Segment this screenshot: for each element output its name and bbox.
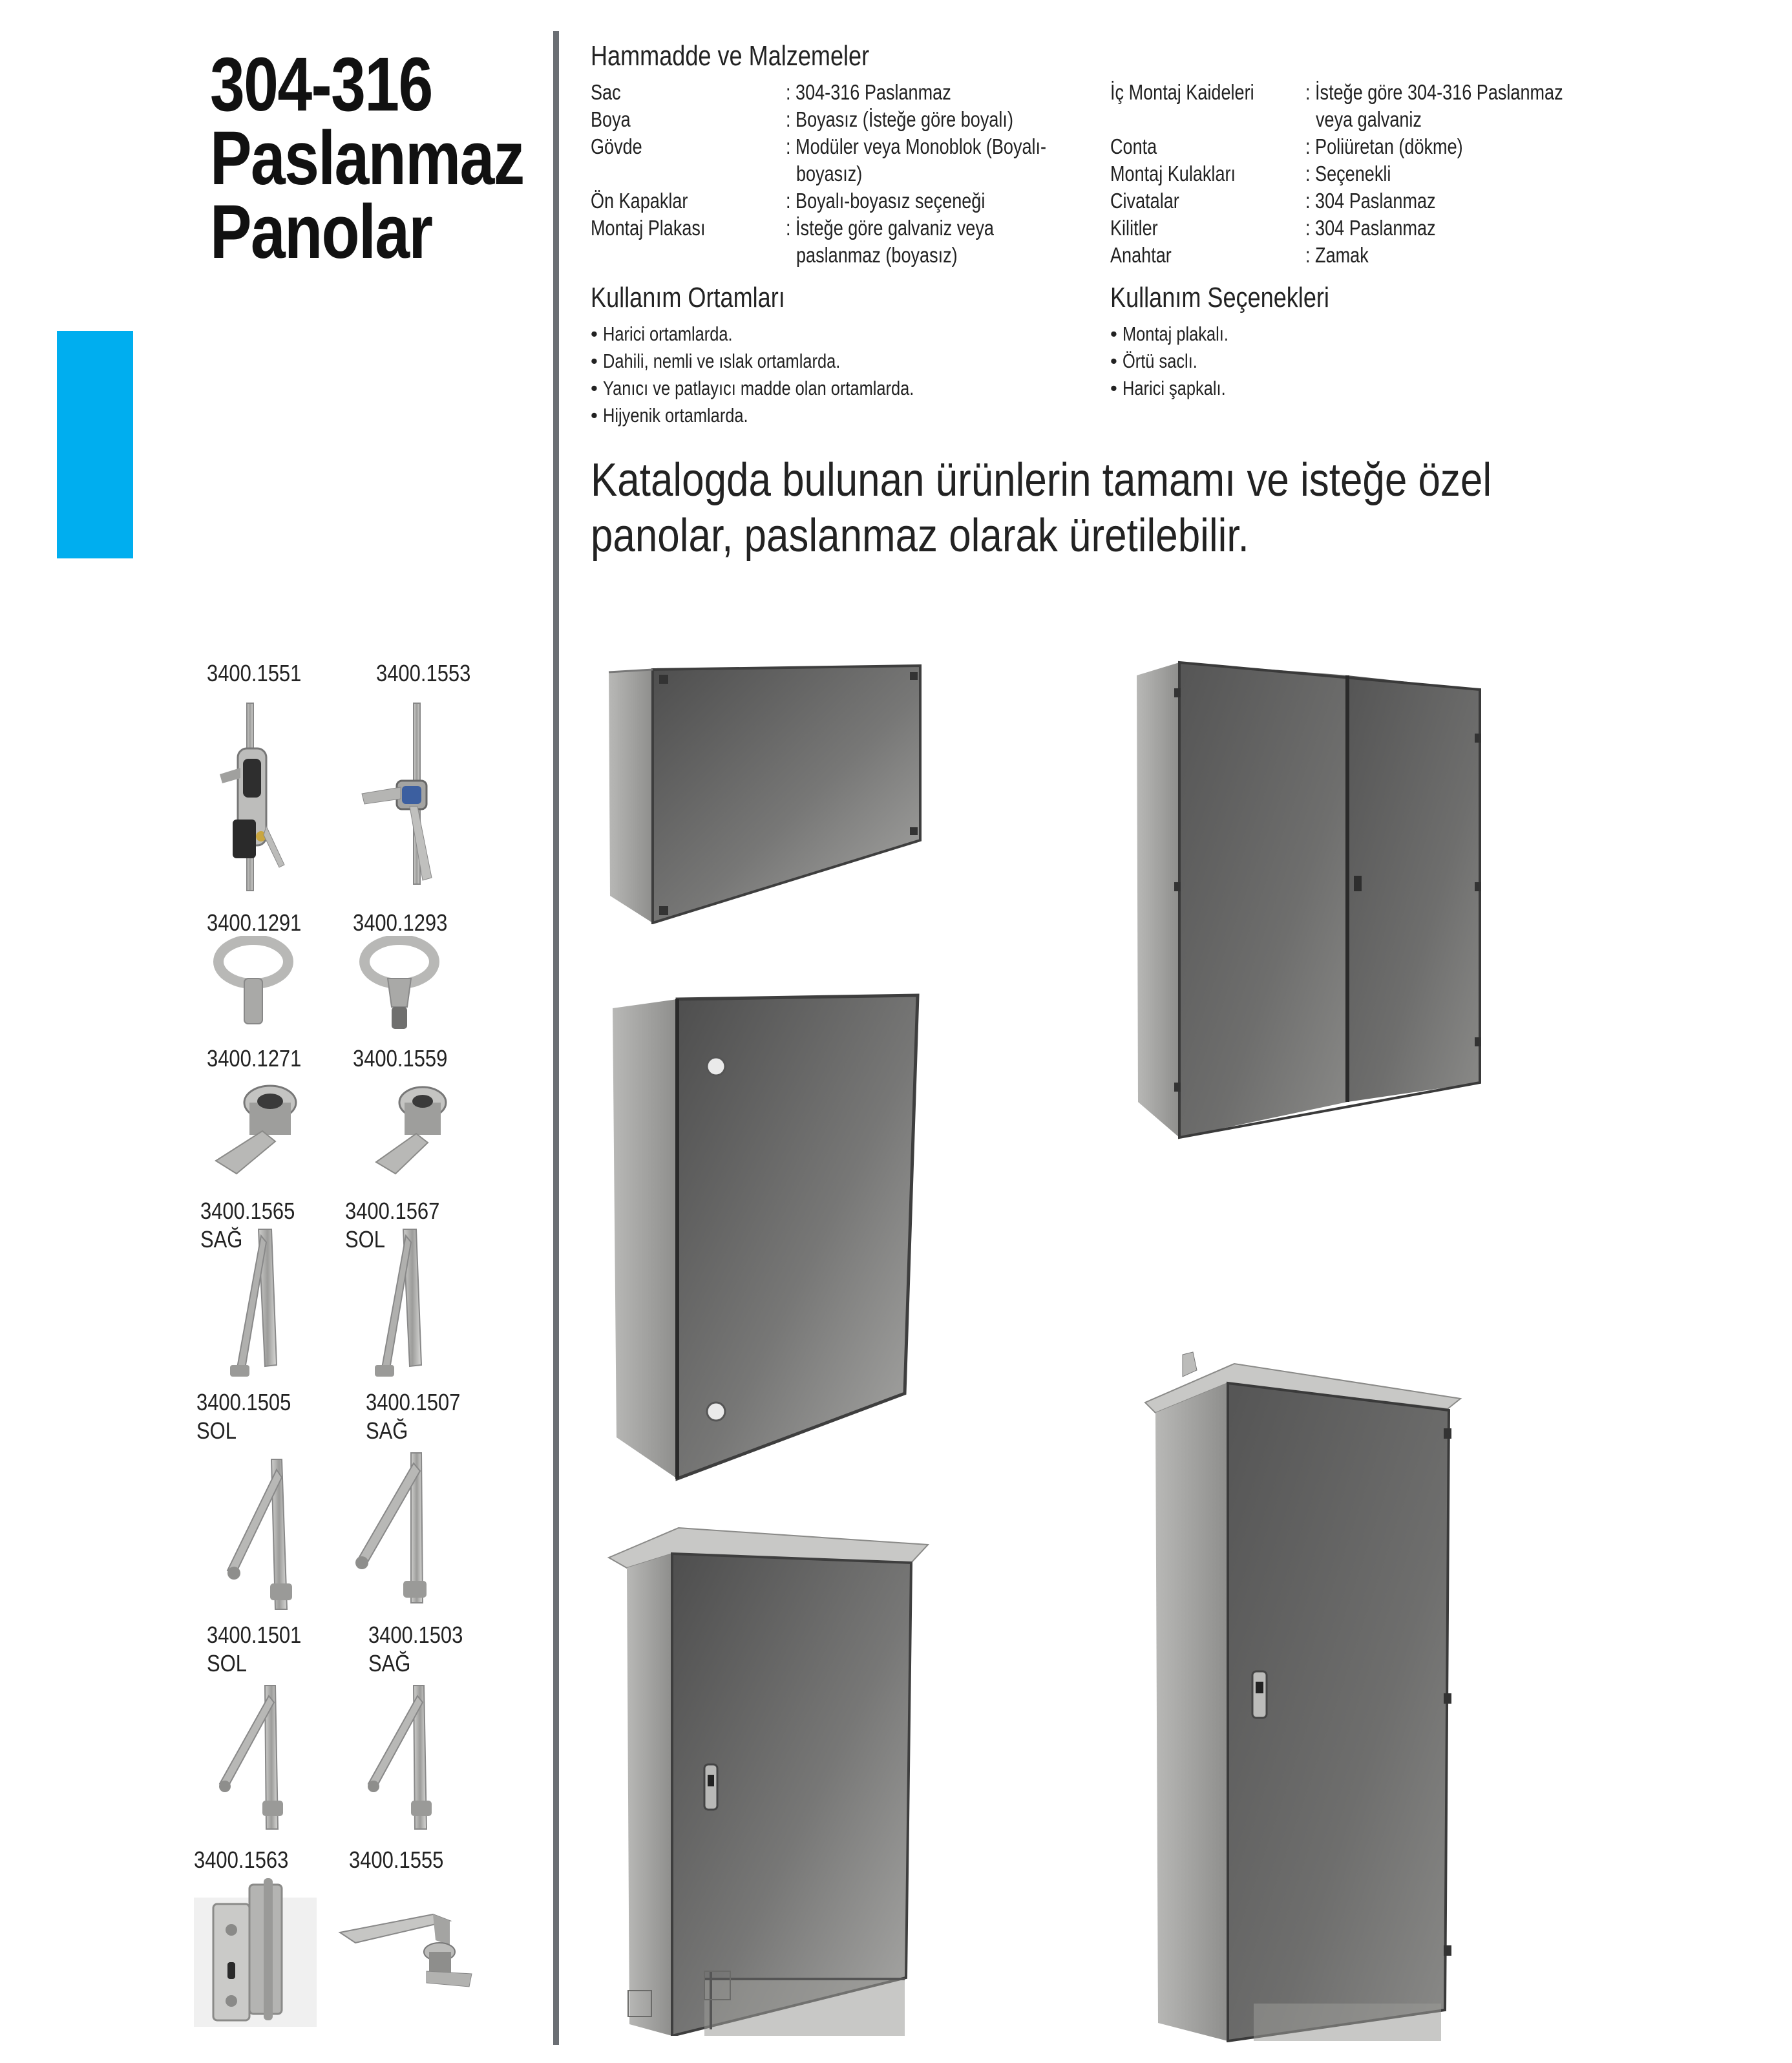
part-label: 3400.1567 SOL — [345, 1198, 440, 1253]
spec-value: : 304 Paslanmaz — [1305, 189, 1436, 213]
spec-label: Kilitler — [1110, 216, 1158, 240]
outdoor-cabinet-with-roof-image — [607, 1525, 931, 2036]
lever-handle-lock-icon — [355, 697, 459, 891]
usage-opts-list — [1110, 321, 1252, 402]
part-label: 3400.1565 SAĞ — [200, 1198, 295, 1253]
spec-label: Ön Kapaklar — [591, 189, 688, 213]
page-title — [210, 42, 593, 275]
part-label: 3400.1563 — [194, 1846, 289, 1873]
spec-label: Boya — [591, 107, 631, 131]
spec-value: : Seçenekli — [1305, 162, 1391, 185]
statement-line-2: panolar, paslanmaz olarak üretilebilir. — [591, 510, 1249, 562]
bullet-icon: • — [591, 323, 598, 345]
spec-label: Montaj Plakası — [591, 216, 706, 240]
floor-standing-cabinet-image — [1144, 1351, 1467, 2042]
bullet-icon: • — [591, 404, 598, 427]
part-label: 3400.1505 SOL — [196, 1389, 291, 1444]
spec-value: : 304 Paslanmaz — [1305, 216, 1436, 240]
part-label: 3400.1271 — [207, 1045, 302, 1072]
list-item: Dahili, nemli ve ıslak ortamlarda. — [603, 350, 841, 372]
bullet-icon: • — [1110, 377, 1117, 399]
key-icon — [359, 936, 443, 1033]
list-item: Harici ortamlarda. — [603, 323, 733, 345]
spec-value-cont: boyasız) — [796, 162, 863, 185]
statement-text — [591, 452, 1638, 564]
door-stay-arm-icon — [220, 1454, 304, 1616]
spec-value: : İsteğe göre galvaniz veya — [786, 216, 994, 240]
bullet-icon: • — [1110, 350, 1117, 372]
usage-opts-heading: Kullanım Seçenekleri — [1110, 282, 1329, 313]
part-label: 3400.1559 — [353, 1045, 448, 1072]
spec-label: Sac — [591, 80, 621, 104]
spec-value: : 304-316 Paslanmaz — [786, 80, 951, 104]
swing-handle-lock-icon — [207, 697, 297, 904]
spec-label: Civatalar — [1110, 189, 1179, 213]
spec-value: : Zamak — [1305, 243, 1369, 267]
cam-lock-icon — [372, 1077, 456, 1180]
spec-value: : Modüler veya Monoblok (Boyalı- — [786, 134, 1047, 158]
part-label: 3400.1503 SAĞ — [368, 1622, 463, 1677]
door-stay-icon — [227, 1223, 292, 1384]
spec-value-cont: paslanmaz (boyasız) — [796, 243, 958, 267]
part-label: 3400.1551 — [207, 660, 302, 686]
title-line-3: Panolar — [210, 189, 432, 275]
door-stay-icon — [372, 1223, 437, 1384]
part-label: 3400.1507 SAĞ — [366, 1389, 461, 1444]
list-item: Yanıcı ve patlayıcı madde olan ortamlarda. — [603, 377, 914, 399]
accent-bar — [57, 331, 133, 558]
spec-label: Conta — [1110, 134, 1157, 158]
vertical-divider — [553, 31, 559, 2045]
materials-left-list — [591, 79, 1095, 269]
double-door-enclosure-image — [1134, 656, 1483, 1141]
door-stay-arm-icon — [362, 1680, 446, 1836]
bullet-icon: • — [1110, 323, 1117, 345]
list-item: Örtü saclı. — [1123, 350, 1198, 372]
part-label: 3400.1291 — [207, 909, 302, 936]
cam-lock-icon — [211, 1077, 308, 1180]
spec-label: Gövde — [591, 134, 642, 158]
wall-box-enclosure-image — [601, 653, 937, 924]
spec-label: Anahtar — [1110, 243, 1172, 267]
spec-value: : Poliüretan (dökme) — [1305, 134, 1463, 158]
spec-value-cont: veya galvaniz — [1316, 107, 1422, 131]
key-icon — [213, 936, 297, 1033]
spec-value: : Boyalı-boyasız seçeneği — [786, 189, 986, 213]
quarter-turn-lever-icon — [336, 1907, 478, 1997]
spec-label: İç Montaj Kaideleri — [1110, 80, 1254, 104]
title-line-2: Paslanmaz — [210, 116, 524, 201]
materials-heading: Hammadde ve Malzemeler — [591, 40, 870, 72]
statement-line-1: Katalogda bulunan ürünlerin tamamı ve isteğe özel — [591, 454, 1492, 506]
materials-right-list — [1110, 79, 1692, 269]
list-item: Hijyenik ortamlarda. — [603, 404, 749, 427]
usage-env-list — [591, 321, 983, 429]
part-label: 3400.1555 — [349, 1846, 444, 1873]
wall-mount-enclosure-image — [607, 982, 924, 1486]
part-label: 3400.1501 SOL — [207, 1622, 302, 1677]
door-stay-arm-icon — [349, 1448, 439, 1616]
spec-label: Montaj Kulakları — [1110, 162, 1236, 185]
part-label: 3400.1293 — [353, 909, 448, 936]
bullet-icon: • — [591, 350, 598, 372]
spec-value: : Boyasız (İsteğe göre boyalı) — [786, 107, 1013, 131]
spec-value: : İsteğe göre 304-316 Paslanmaz — [1305, 80, 1563, 104]
usage-env-heading: Kullanım Ortamları — [591, 282, 785, 313]
part-label: 3400.1553 — [376, 660, 471, 686]
bullet-icon: • — [591, 377, 598, 399]
hinge-icon — [194, 1878, 317, 2033]
door-stay-arm-icon — [213, 1680, 297, 1836]
title-line-1: 304-316 — [210, 42, 432, 127]
list-item: Montaj plakalı. — [1123, 323, 1229, 345]
list-item: Harici şapkalı. — [1123, 377, 1227, 399]
